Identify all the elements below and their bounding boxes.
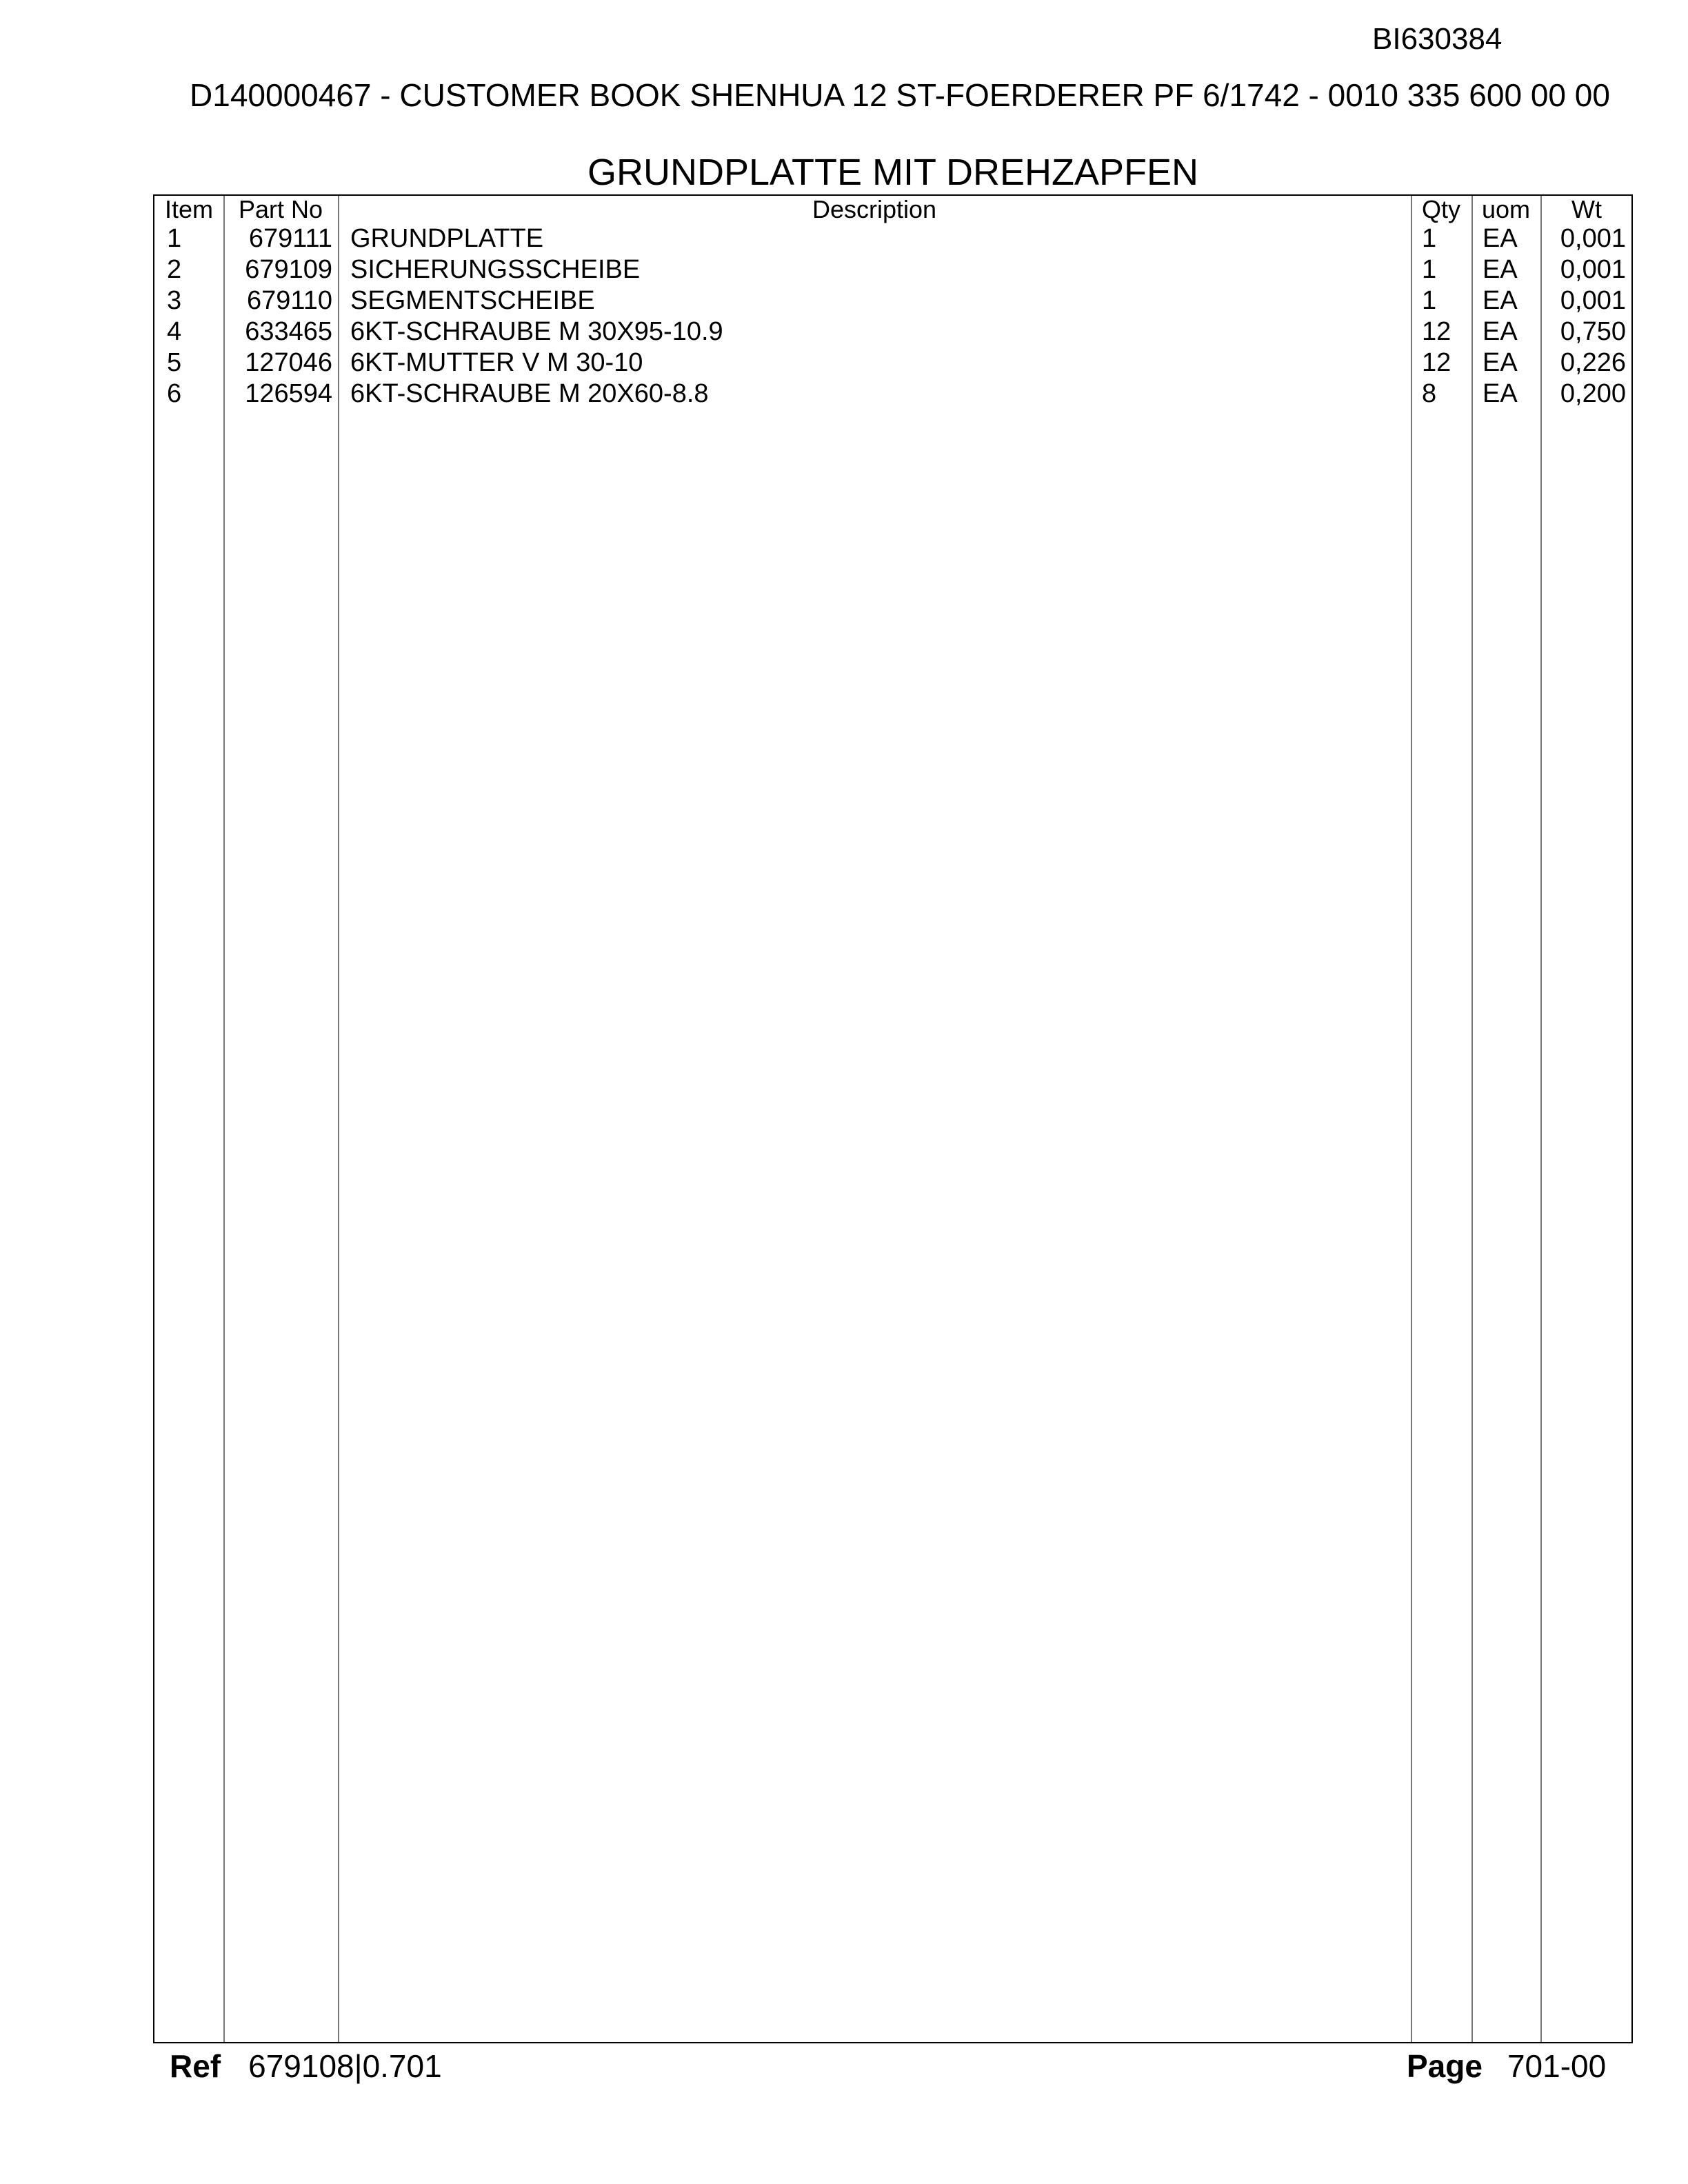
header-qty: Qty: [1421, 195, 1460, 223]
column-divider: [338, 196, 339, 2042]
cell-uom: EA: [1483, 255, 1518, 284]
header-part-no: Part No: [238, 195, 323, 223]
column-divider: [1471, 196, 1473, 2042]
cell-qty: 12: [1422, 317, 1451, 346]
page-value: 701-00: [1507, 2048, 1607, 2084]
ref-value: 679108|0.701: [248, 2048, 442, 2084]
cell-uom: EA: [1483, 286, 1518, 315]
header-description: Description: [812, 195, 937, 223]
cell-qty: 1: [1422, 255, 1437, 284]
footer-page: [1407, 2048, 1606, 2085]
ref-label: Ref: [170, 2048, 221, 2084]
cell-part-no: 633465: [245, 317, 332, 346]
header-item: Item: [164, 195, 213, 223]
cell-part-no: 127046: [245, 348, 332, 377]
cell-part-no: 679109: [245, 255, 332, 284]
cell-uom: EA: [1483, 379, 1518, 408]
cell-uom: EA: [1483, 317, 1518, 346]
cell-uom: EA: [1483, 224, 1518, 253]
cell-wt: 0,226: [1560, 348, 1626, 377]
header-uom: uom: [1481, 195, 1531, 223]
cell-item: 2: [167, 255, 182, 284]
cell-qty: 8: [1422, 379, 1437, 408]
cell-item: 3: [167, 286, 182, 315]
cell-description: SICHERUNGSSCHEIBE: [350, 255, 641, 284]
parts-table: [153, 194, 1633, 2043]
header-wt: Wt: [1571, 195, 1602, 223]
cell-description: SEGMENTSCHEIBE: [350, 286, 595, 315]
column-divider: [1411, 196, 1412, 2042]
cell-part-no: 679110: [247, 286, 332, 315]
column-divider: [1540, 196, 1542, 2042]
document-title: D140000467 - CUSTOMER BOOK SHENHUA 12 ST-FOERDERER PF 6/1742 - 0010 335 600 00 00: [190, 77, 1610, 113]
cell-wt: 0,001: [1560, 224, 1626, 253]
cell-qty: 1: [1422, 286, 1437, 315]
section-title: GRUNDPLATTE MIT DREHZAPFEN: [587, 152, 1199, 193]
cell-description: 6KT-SCHRAUBE M 30X95-10.9: [350, 317, 723, 346]
cell-part-no: 126594: [245, 379, 332, 408]
cell-part-no: 679111: [248, 224, 332, 253]
footer-ref: [170, 2048, 442, 2085]
cell-wt: 0,750: [1560, 317, 1626, 346]
cell-description: 6KT-SCHRAUBE M 20X60-8.8: [350, 379, 709, 408]
document-id: BI630384: [1372, 22, 1503, 56]
cell-qty: 12: [1422, 348, 1451, 377]
cell-item: 1: [167, 224, 182, 253]
column-divider: [223, 196, 225, 2042]
page-label: Page: [1407, 2048, 1483, 2084]
cell-description: GRUNDPLATTE: [350, 224, 544, 253]
cell-description: 6KT-MUTTER V M 30-10: [350, 348, 643, 377]
cell-item: 6: [167, 379, 182, 408]
cell-wt: 0,001: [1560, 286, 1626, 315]
cell-qty: 1: [1422, 224, 1437, 253]
cell-item: 5: [167, 348, 182, 377]
cell-item: 4: [167, 317, 182, 346]
cell-uom: EA: [1483, 348, 1518, 377]
cell-wt: 0,200: [1560, 379, 1626, 408]
cell-wt: 0,001: [1560, 255, 1626, 284]
